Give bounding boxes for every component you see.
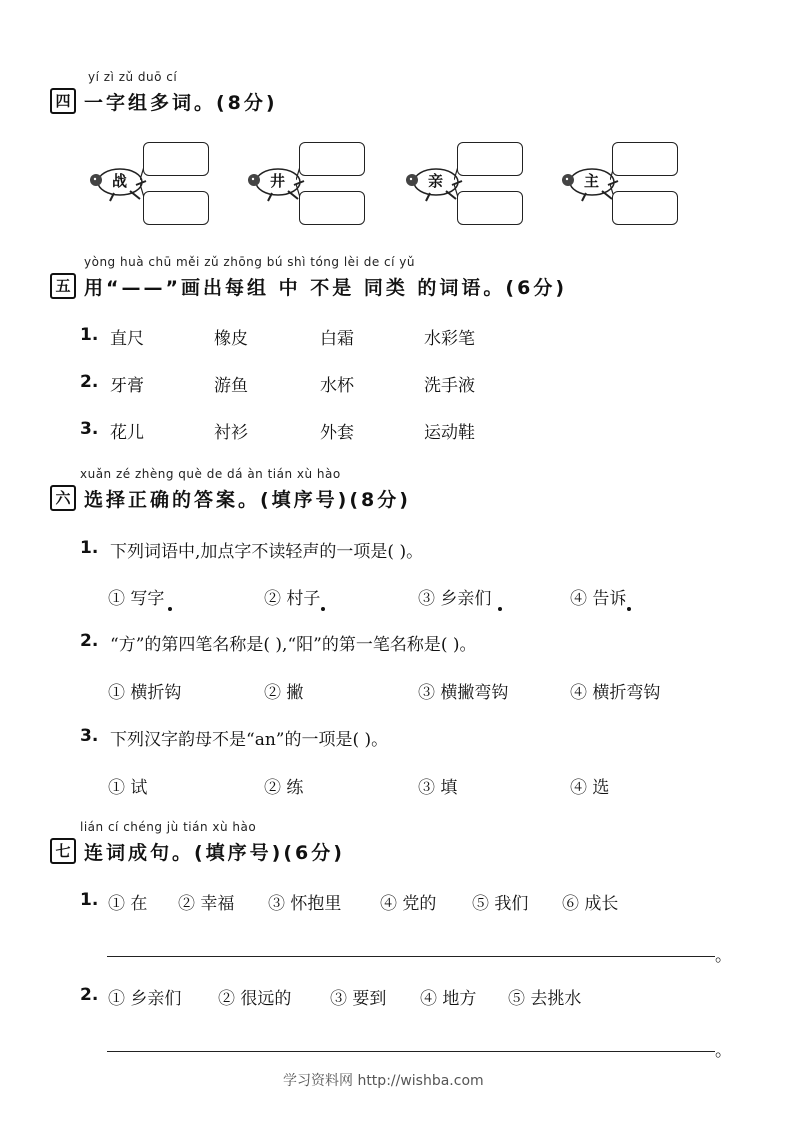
option[interactable]: ② 撇: [264, 683, 304, 703]
word[interactable]: 花儿: [110, 423, 144, 443]
row-number: 1.: [80, 325, 99, 345]
answer-box[interactable]: [299, 142, 365, 176]
sec7-badge: 七: [50, 838, 76, 864]
option[interactable]: ④ 横折弯钩: [570, 683, 661, 703]
option[interactable]: ① 横折钩: [108, 683, 182, 703]
word[interactable]: 洗手液: [424, 376, 475, 396]
question-number: 2.: [80, 985, 99, 1005]
word-card: ④ 地方: [420, 989, 477, 1009]
footer-watermark: 学习资料网 http://wishba.com: [283, 1073, 484, 1089]
answer-box[interactable]: [612, 191, 678, 225]
sec4-pinyin: yí zì zǔ duō cí: [88, 70, 178, 84]
option[interactable]: ④ 告诉: [570, 589, 627, 609]
sentence-end: 。: [715, 1041, 732, 1061]
sec7-pinyin: lián cí chéng jù tián xù hào: [80, 820, 257, 834]
word-card: ① 在: [108, 894, 148, 914]
answer-box[interactable]: [457, 142, 523, 176]
word[interactable]: 游鱼: [214, 376, 248, 396]
option[interactable]: ② 练: [264, 778, 304, 798]
turtle-char: 亲: [428, 172, 444, 190]
sec6-title: 选择正确的答案。(填序号)(8分): [84, 489, 411, 511]
word-card: ② 幸福: [178, 894, 235, 914]
word[interactable]: 外套: [320, 423, 354, 443]
word[interactable]: 衬衫: [214, 423, 248, 443]
emphasis-dot: [321, 607, 325, 611]
word[interactable]: 水彩笔: [424, 329, 475, 349]
word-card: ① 乡亲们: [108, 989, 182, 1009]
option[interactable]: ① 试: [108, 778, 148, 798]
answer-box[interactable]: [143, 142, 209, 176]
option[interactable]: ① 写字: [108, 589, 165, 609]
word[interactable]: 牙膏: [110, 376, 144, 396]
word-card: ⑥ 成长: [562, 894, 619, 914]
word-card: ③ 要到: [330, 989, 387, 1009]
emphasis-dot: [498, 607, 502, 611]
row-number: 2.: [80, 372, 99, 392]
turtle-char: 战: [112, 172, 128, 190]
answer-line[interactable]: [107, 1051, 715, 1052]
sec7-title: 连词成句。(填序号)(6分): [84, 842, 345, 864]
answer-box[interactable]: [612, 142, 678, 176]
option[interactable]: ③ 乡亲们: [418, 589, 492, 609]
word[interactable]: 直尺: [110, 329, 144, 349]
turtle-char: 井: [270, 172, 286, 190]
sec6-pinyin: xuǎn zé zhèng què de dá àn tián xù hào: [80, 467, 341, 481]
word[interactable]: 水杯: [320, 376, 354, 396]
word[interactable]: 白霜: [320, 329, 354, 349]
sec4-title: 一字组多词。(8分): [84, 92, 278, 114]
option[interactable]: ④ 选: [570, 778, 610, 798]
option[interactable]: ② 村子: [264, 589, 321, 609]
sec5-title: 用“——”画出每组 中 不是 同类 的词语。(6分): [84, 277, 568, 299]
question-number: 1.: [80, 538, 99, 558]
question-text: “方”的第四笔名称是( ),“阳”的第一笔名称是( )。: [110, 635, 477, 655]
word-card: ② 很远的: [218, 989, 292, 1009]
word[interactable]: 运动鞋: [424, 423, 475, 443]
sec5-badge: 五: [50, 273, 76, 299]
word-card: ④ 党的: [380, 894, 437, 914]
answer-box[interactable]: [457, 191, 523, 225]
answer-line[interactable]: [107, 956, 715, 957]
sentence-end: 。: [715, 946, 732, 966]
sec6-badge: 六: [50, 485, 76, 511]
answer-box[interactable]: [143, 191, 209, 225]
turtle-char: 主: [584, 172, 600, 190]
word[interactable]: 橡皮: [214, 329, 248, 349]
option[interactable]: ③ 填: [418, 778, 458, 798]
option[interactable]: ③ 横撇弯钩: [418, 683, 509, 703]
word-card: ⑤ 去挑水: [508, 989, 582, 1009]
word-card: ⑤ 我们: [472, 894, 529, 914]
sec4-badge: 四: [50, 88, 76, 114]
row-number: 3.: [80, 419, 99, 439]
question-number: 3.: [80, 726, 99, 746]
emphasis-dot: [627, 607, 631, 611]
question-number: 1.: [80, 890, 99, 910]
question-text: 下列汉字韵母不是“an”的一项是( )。: [110, 730, 389, 750]
sec5-pinyin: yòng huà chū měi zǔ zhōng bú shì tóng lèi de cí yǔ: [84, 255, 415, 269]
question-number: 2.: [80, 631, 99, 651]
question-text: 下列词语中,加点字不读轻声的一项是( )。: [110, 542, 424, 562]
word-card: ③ 怀抱里: [268, 894, 342, 914]
emphasis-dot: [168, 607, 172, 611]
answer-box[interactable]: [299, 191, 365, 225]
